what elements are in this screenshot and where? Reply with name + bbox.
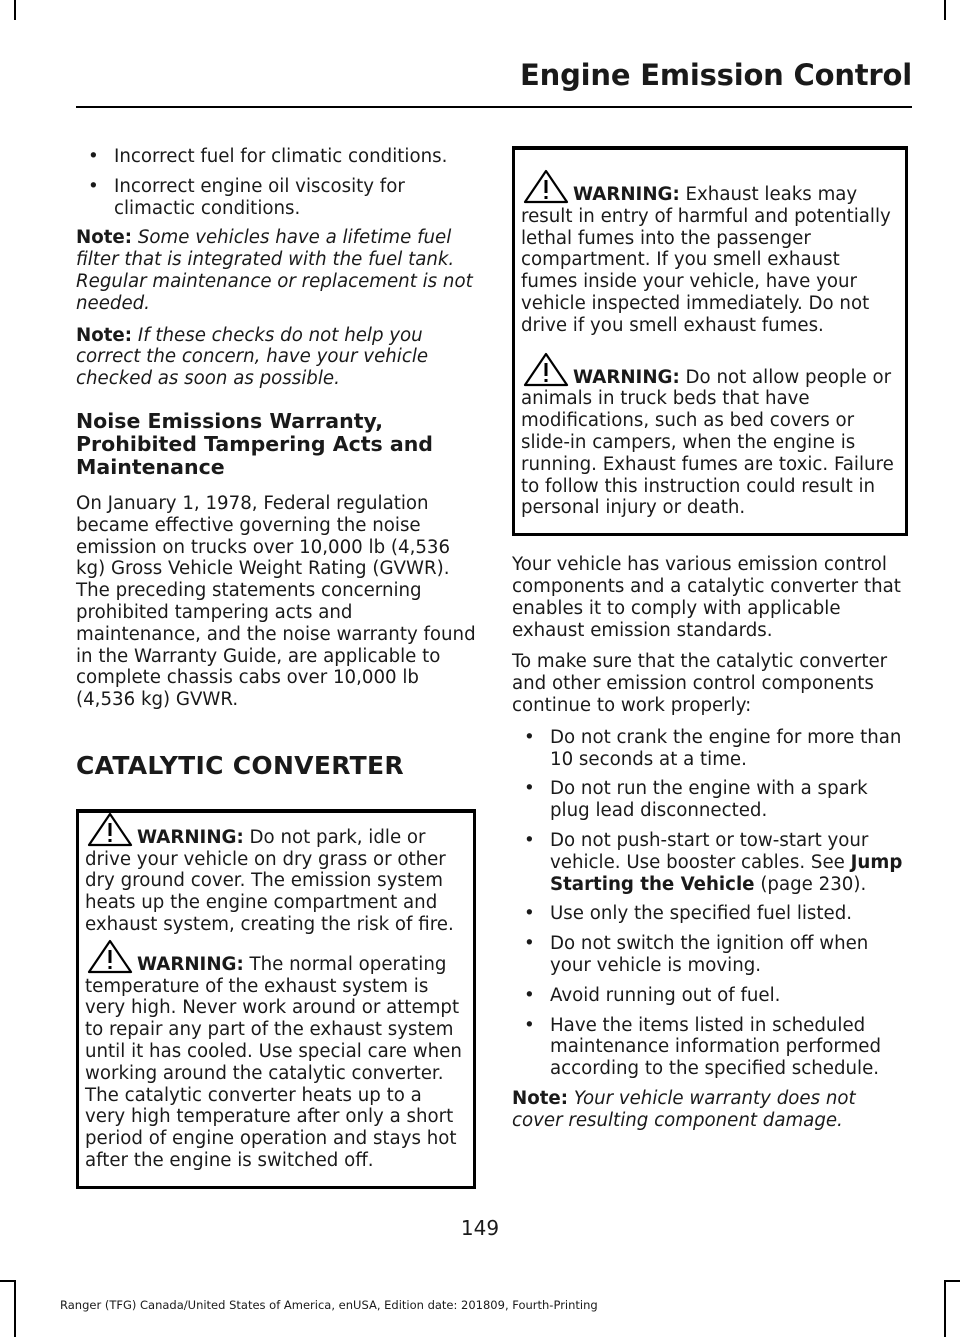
crop-mark	[0, 1280, 16, 1282]
list-item	[76, 176, 476, 220]
note	[76, 227, 476, 314]
warning-box	[512, 146, 908, 536]
list-item	[512, 778, 908, 822]
list-item-text: Have the items listed in scheduled maintenance information performed according to the specified schedule.	[550, 1014, 882, 1080]
list-item-text: Do not push-start or tow-start your vehicle. Use booster cables. See	[550, 829, 869, 873]
crop-mark	[944, 1280, 946, 1337]
page-reference: (page 230).	[760, 873, 867, 895]
list-item-text: Incorrect fuel for climatic conditions.	[114, 146, 448, 167]
warning-label: WARNING:	[573, 366, 680, 388]
warning	[85, 827, 465, 936]
bullet-icon: •	[524, 778, 535, 800]
list-item-text: Do not crank the engine for more than 10 seconds at a time.	[550, 726, 902, 770]
subsection-heading: Noise Emissions Warranty, Prohibited Tampering Acts and Maintenance	[76, 408, 433, 479]
warning-label: WARNING:	[573, 184, 680, 205]
warning-text: Exhaust leaks may result in entry of harmful and potentially lethal fumes into the passenger compartment. If you smell exhaust fumes inside your vehicle, have your vehicle inspected immediately. Do not drive if you smell exhaust fumes.	[521, 184, 891, 336]
warning-triangle-icon	[523, 168, 569, 204]
note-label: Note:	[76, 324, 133, 346]
list-item-text: Do not switch the ignition off when your vehicle is moving.	[550, 933, 869, 976]
list-item	[512, 985, 908, 1007]
left-column	[76, 146, 476, 1189]
warning-triangle-icon	[87, 811, 133, 847]
list-item	[512, 830, 908, 895]
bullet-icon: •	[524, 903, 535, 925]
warning-label: WARNING:	[137, 953, 244, 975]
crop-mark	[14, 0, 16, 20]
section-heading: CATALYTIC CONVERTER	[76, 750, 404, 780]
note-text: Your vehicle warranty does not cover resulting component damage.	[512, 1087, 856, 1131]
right-column	[512, 146, 908, 1141]
note-text: If these checks do not help you correct the concern, have your vehicle checked as soon as possible.	[76, 324, 429, 390]
list-item	[512, 933, 908, 977]
warning	[521, 184, 897, 337]
warning-text: The normal operating temperature of the exhaust system is very high. Never work around or attempt to repair any part of the exhaust system until it has cooled. Use special care when working around the catalytic converter. The catalytic converter heats up to a very high temperature after only a short period of engine operation and stays hot after the engine is switched off.	[85, 953, 462, 1171]
list-item	[512, 727, 908, 771]
crop-mark	[944, 0, 946, 20]
bullet-icon: •	[524, 984, 535, 1006]
note	[512, 1088, 908, 1132]
warning-label: WARNING:	[137, 826, 244, 848]
bullet-icon: •	[524, 726, 535, 748]
crop-mark	[14, 1280, 16, 1337]
warning	[521, 367, 897, 520]
page-title: Engine Emission Control	[520, 58, 912, 92]
body-paragraph: Your vehicle has various emission control components and a catalytic converter that enables it to comply with applicable exhaust emission standards.	[512, 554, 901, 641]
warning-box	[76, 809, 476, 1189]
footer-edition-info: Ranger (TFG) Canada/United States of America, enUSA, Edition date: 201809, Fourth-Printing	[60, 1298, 598, 1312]
body-paragraph: To make sure that the catalytic converter and other emission control components continue to work properly:	[512, 651, 888, 716]
crop-mark	[944, 1280, 960, 1282]
bullet-icon: •	[524, 933, 535, 955]
warning-text: Do not park, idle or drive your vehicle on dry grass or other dry ground cover. The emission system heats up the engine compartment and exhaust system, creating the risk of fire.	[85, 826, 454, 935]
note	[76, 325, 476, 390]
list-item	[512, 903, 908, 925]
list-item-text: Use only the specified fuel listed.	[550, 903, 853, 925]
note-label: Note:	[512, 1087, 569, 1109]
list-item	[512, 1015, 908, 1080]
page-number: 149	[460, 1216, 500, 1240]
jump-starting-link[interactable]: Jump Starting the Vehicle	[550, 851, 903, 895]
bullet-icon: •	[88, 175, 99, 197]
warning	[85, 954, 465, 1172]
list-item	[76, 146, 476, 168]
list-item-text: Incorrect engine oil viscosity for climactic conditions.	[114, 175, 405, 219]
warning-triangle-icon	[523, 351, 569, 387]
bullet-icon: •	[88, 146, 99, 167]
list-item-text: Do not run the engine with a spark plug lead disconnected.	[550, 778, 868, 822]
note-label: Note:	[76, 227, 133, 249]
body-paragraph: On January 1, 1978, Federal regulation became effective governing the noise emission on trucks over 10,000 lb (4,536 kg) Gross Vehicle Weight Rating (GVWR). The preceding statements concerning prohibited tampering acts and maintenance, and the noise warranty found in the Warranty Guide, are applicable to complete chassis cabs over 10,000 lb (4,536 kg) GVWR.	[76, 492, 476, 711]
warning-triangle-icon	[87, 938, 133, 974]
note-text: Some vehicles have a lifetime fuel filter that is integrated with the fuel tank. Regular maintenance or replacement is not needed.	[76, 227, 473, 314]
header-divider	[76, 106, 912, 108]
warning-text: Do not allow people or animals in truck beds that have modifications, such as bed covers or slide-in campers, when the engine is running. Exhaust fumes are toxic. Failure to follow this instruction could result in personal injury or death.	[521, 366, 894, 519]
bullet-icon: •	[524, 1014, 535, 1036]
bullet-icon: •	[524, 829, 535, 851]
list-item-text: Avoid running out of fuel.	[550, 984, 781, 1006]
